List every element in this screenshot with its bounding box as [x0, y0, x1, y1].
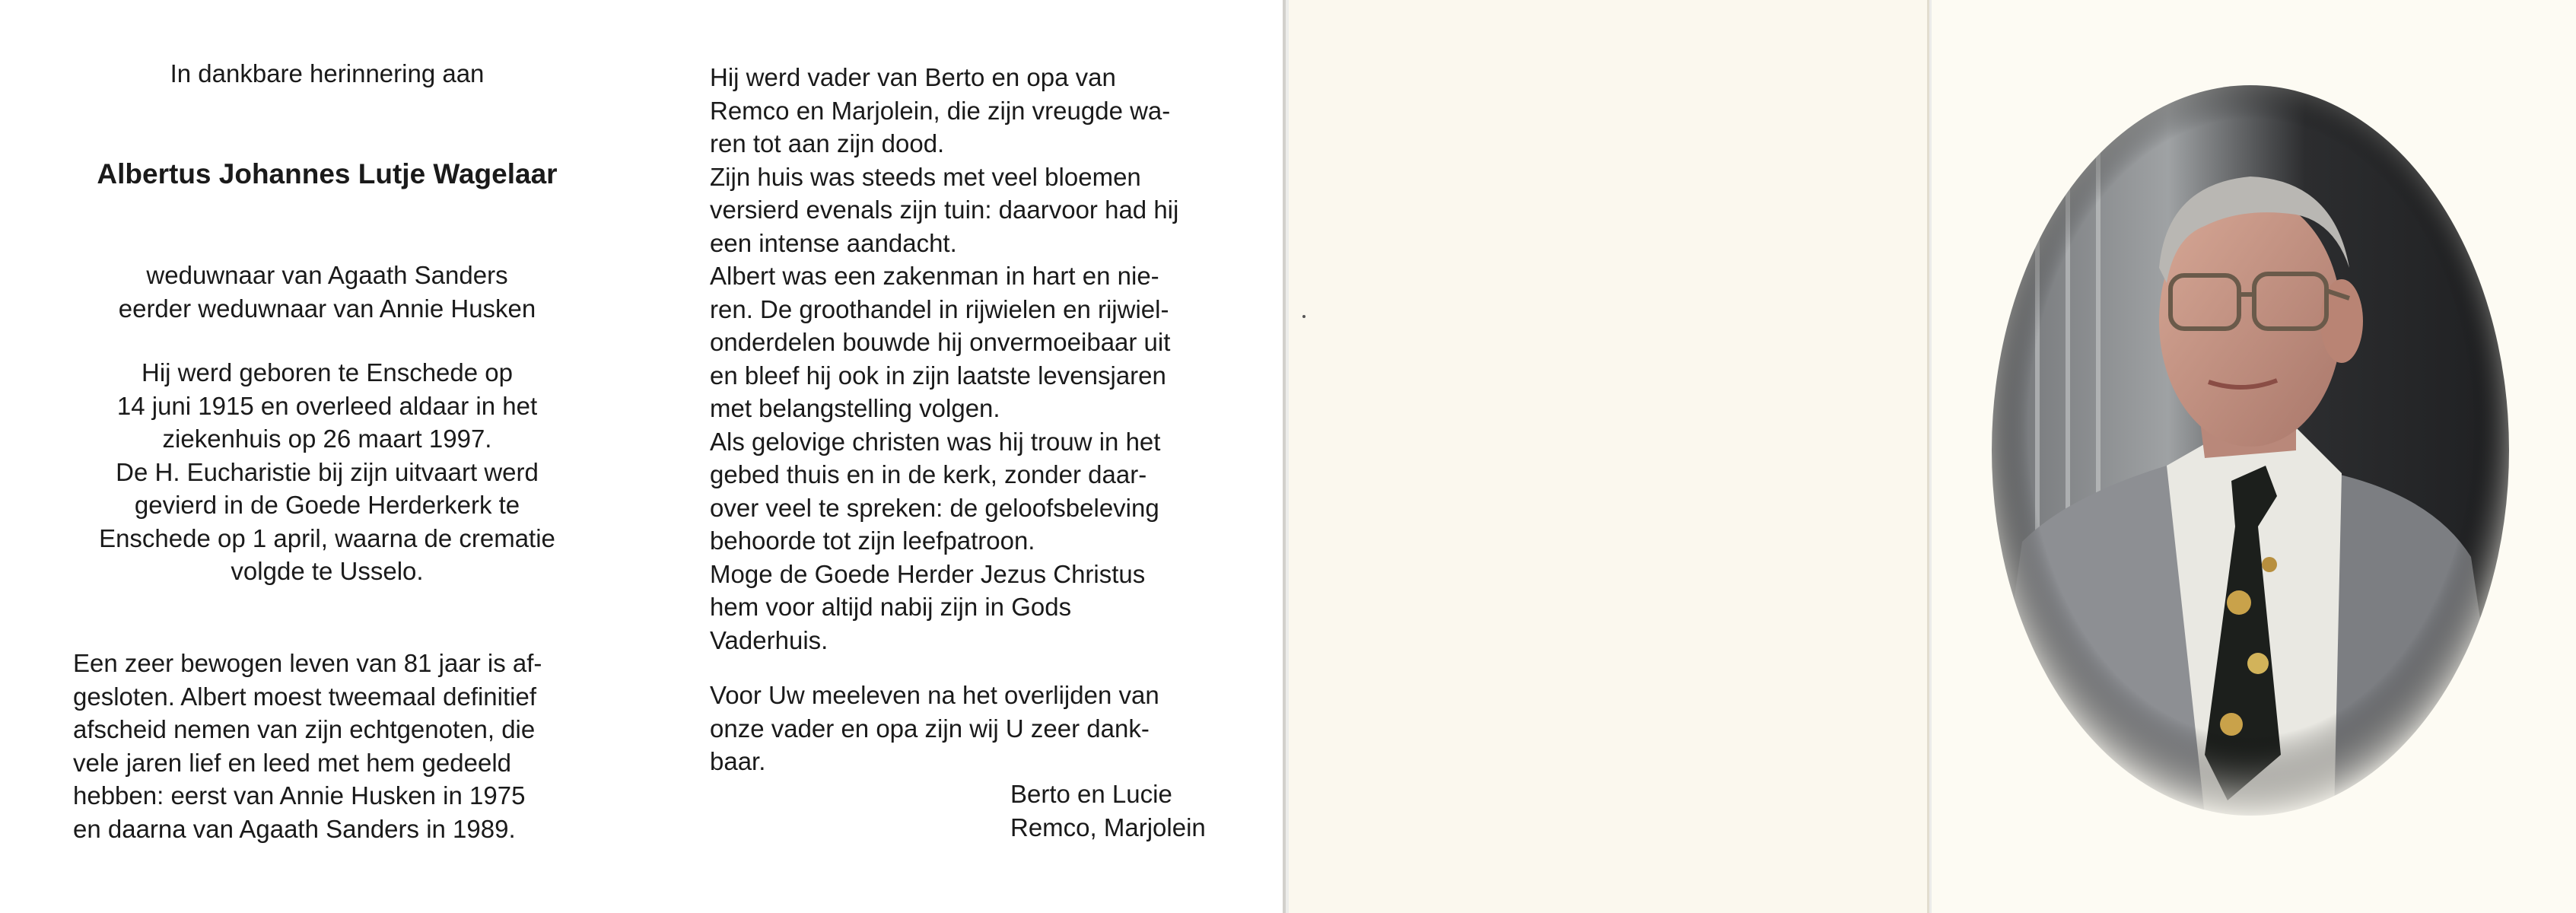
- life-story-paragraph: [710, 61, 1229, 657]
- life-line: hebben: eerst van Annie Husken in 1975: [73, 781, 526, 810]
- bio-line: gevierd in de Goede Herderkerk te: [134, 491, 520, 519]
- signature-line: Berto en Lucie: [1010, 780, 1172, 808]
- bio-line: 14 juni 1915 en overleed aldaar in het: [116, 391, 538, 420]
- portrait-photo-icon: [1977, 70, 2524, 831]
- life-line: gesloten. Albert moest tweemaal definitief: [73, 682, 537, 711]
- story-line: en bleef hij ook in zijn laatste levensjaren: [710, 361, 1166, 390]
- story-line: versierd evenals zijn tuin: daarvoor had hij: [710, 196, 1179, 224]
- story-line: onderdelen bouwde hij onvermoeibaar uit: [710, 328, 1171, 356]
- story-line: Zijn huis was steeds met veel bloemen: [710, 162, 1141, 191]
- story-line: Hij werd vader van Berto en opa van: [710, 63, 1116, 91]
- story-line: gebed thuis en in de kerk, zonder daar-: [710, 460, 1147, 488]
- story-line: met belangstelling volgen.: [710, 394, 1000, 422]
- signature: [1010, 778, 1239, 844]
- intro-text: In dankbare herinnering aan: [170, 59, 485, 87]
- widower-line: weduwnaar van Agaath Sanders: [146, 261, 508, 289]
- life-line: afscheid nemen van zijn echtgenoten, die: [73, 715, 536, 743]
- story-line: hem voor altijd nabij zijn in Gods: [710, 593, 1072, 621]
- life-line: Een zeer bewogen leven van 81 jaar is af-: [73, 649, 542, 677]
- life-line: en daarna van Agaath Sanders in 1989.: [73, 814, 516, 843]
- bio-line: De H. Eucharistie bij zijn uitvaart werd: [116, 457, 539, 486]
- story-line: Remco en Marjolein, die zijn vreugde wa-: [710, 96, 1171, 125]
- life-paragraph: [73, 647, 587, 845]
- signature-line: Remco, Marjolein: [1010, 813, 1206, 841]
- bio-line: ziekenhuis op 26 maart 1997.: [162, 425, 492, 453]
- birth-death-block: [68, 356, 586, 588]
- bio-line: Hij werd geboren te Enschede op: [142, 358, 513, 387]
- story-line: behoorde tot zijn leefpatroon.: [710, 526, 1035, 555]
- blank-page: [1289, 0, 1929, 913]
- text-page: [0, 0, 1286, 913]
- widower-block: [68, 259, 586, 325]
- story-line: een intense aandacht.: [710, 228, 957, 257]
- life-line: vele jaren lief en leed met hem gedeeld: [73, 748, 512, 777]
- widower-line: eerder weduwnaar van Annie Husken: [118, 294, 536, 323]
- thanks-line: Voor Uw meeleven na het overlijden van: [710, 681, 1159, 709]
- bio-line: Enschede op 1 april, waarna de crematie: [99, 523, 555, 552]
- story-line: Vaderhuis.: [710, 625, 828, 654]
- story-line: Moge de Goede Herder Jezus Christus: [710, 559, 1146, 588]
- thanks-paragraph: [710, 679, 1229, 778]
- thanks-line: onze vader en opa zijn wij U zeer dank-: [710, 714, 1150, 743]
- story-line: Als gelovige christen was hij trouw in het: [710, 427, 1161, 456]
- paper-speck: [1302, 315, 1305, 318]
- story-line: ren. De groothandel in rijwielen en rijwiel-: [710, 294, 1169, 323]
- thanks-line: baar.: [710, 747, 766, 775]
- deceased-name: Albertus Johannes Lutje Wagelaar: [97, 158, 558, 189]
- story-line: ren tot aan zijn dood.: [710, 129, 945, 157]
- story-line: over veel te spreken: de geloofsbeleving: [710, 493, 1159, 522]
- bio-line: volgde te Usselo.: [231, 557, 424, 585]
- story-line: Albert was een zakenman in hart en nie-: [710, 262, 1159, 290]
